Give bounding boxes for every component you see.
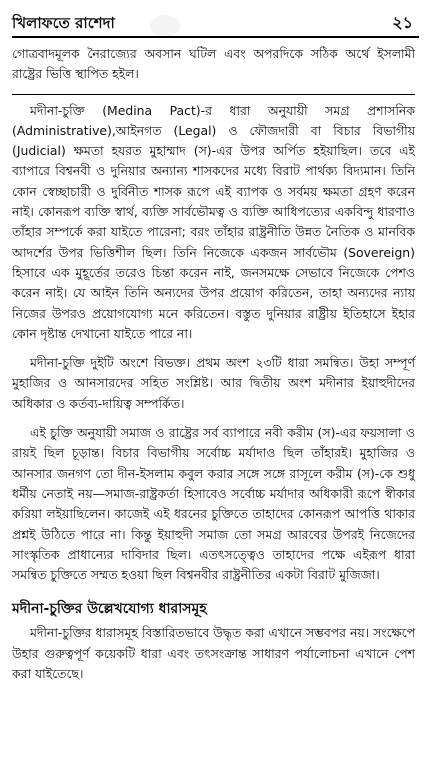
page-number: ২১ — [392, 13, 413, 32]
running-title: খিলাফতে রাশেদা — [12, 14, 115, 32]
paper-smudge — [150, 15, 180, 37]
section-heading: মদীনা-চুক্তির উল্লেখযোগ্য ধারাসমূহ — [12, 601, 207, 618]
header-rule — [12, 36, 419, 38]
paragraph-pact-authority: এই চুক্তি অনুযায়ী সমাজ ও রাষ্ট্রের সর্ব ব্যাপারে নবী করীম (স)-এর ফয়সালা ও রায়ই ছিল চূড়ান্ত। বিচার বিভাগীয় সর্বোচ্চ মর্যাদাও ছিল তাঁহারই। মুহাজির ও আনসার জনগণ তো দীন-ইসলাম কবুল করার সঙ্গে সঙ্গে রাসূলে করীম (স)-কে শুধু ধর্মীয় নেতাই নয়—সমাজ-রাষ্ট্রকর্তা হিসাবেও সর্বোচ্চ মর্যাদার অধিকারী রূপে স্বীকার করিয়া লইয়াছিলেন। কাজেই এই ধরনের চুক্তিতে তাহাদের কোনরূপ আপত্তি থাকার প্রশ্নই উঠিতে পারে না। কিন্তু ইয়াহুদী সমাজ তো সমগ্র আরবের উপরই নিজেদের সাংস্কৃতিক প্রাধান্যের দাবিদার ছিল। এতৎসত্ত্বেও তাহাদের পক্ষে এইরূপ ধারা সমন্বিত চুক্তিতে সম্মত হওয়া ছিল বিশ্বনবীর রাষ্ট্রনীতির একটা বিরাট মুজিজা। — [12, 425, 415, 583]
page-body — [12, 44, 415, 693]
paragraph-medina-pact: মদীনা-চুক্তি (Medina Pact)-র ধারা অনুযায়ী সমগ্র প্রশাসনিক (Administrative),আইনগত (Legal) ও ফৌজদারী বা বিচার বিভাগীয় (Judicial) ক্ষমতা হযরত মুহাম্মাদ (স)-এর উপর অর্পিত হইয়াছিল। তবে এই ব্যাপারে বিশ্বনবী ও দুনিয়ার অন্যান্য শাসকদের মধ্যে বিরাট পার্থক্য বিদ্যমান। তিনি কোন স্বেচ্ছাচারী ও দুর্বিনীত শাসক রূপে এই ব্যাপক ও সর্বময় ক্ষমতা গ্রহণ করেন নাই। কোনরূপ ব্যক্তি স্বার্থ, ব্যক্তি সার্বভৌমত্ব ও ব্যক্তি আধিপত্যের একবিন্দু ধারণাও তাঁহার সম্পর্কে করা যাইতে পারেনা; বরং তাঁহার রাষ্ট্রনীতি উন্নত নৈতিক ও মানবিক আদর্শের উপর ভিত্তিশীল ছিল। তিনি নিজেকে একজন সার্বভৌম (Sovereign) হিসাবে এক মুহূর্তের তরেও চিন্তা করেন নাই, জনসমক্ষে সেভাবে নিজেকে পেশও করেন নাই। যে আইন তিনি অন্যদের উপর প্রয়োগ করিতেন, তাহা অন্যদের ন্যায় নিজের উপরও প্রয়োগযোগ্য মনে করিতেন। বস্তুত দুনিয়ার রাষ্ট্রীয় ইতিহাসে ইহার কোন দৃষ্টান্ত দেখানো যাইতে পারে না। — [12, 102, 415, 341]
paragraph-pact-parts: মদীনা-চুক্তি দুইটি অংশে বিভক্ত। প্রথম অংশ ২৩টি ধারা সমন্বিত। উহা সম্পূর্ণ মুহাজির ও আনসারদের সহিত সংশ্লিষ্ট। আর দ্বিতীয় অংশ মদীনার ইয়াহুদীদের অধিকার ও কর্তব্য-দায়িত্ব সম্পর্কিত। — [12, 355, 415, 411]
paragraph-section-intro: মদীনা-চুক্তির ধারাসমূহ বিস্তারিতভাবে উদ্ধৃত করা এখানে সম্ভবপর নয়। সংক্ষেপে উহার গুরুত্বপূর্ণ কয়েকটি ধারা এবং তৎসংক্রান্ত সাধারণ পর্যালোচনা এখানে পেশ করা যাইতেছে। — [12, 625, 415, 682]
paragraph-separator — [12, 94, 415, 95]
page-header — [12, 4, 419, 38]
paragraph-intro: গোত্রবাদমূলক নৈরাজ্যের অবসান ঘটিল এবং অপরদিকে সঠিক অর্থে ইসলামী রাষ্ট্রের ভিত্তি স্থাপিত হইল। — [12, 46, 415, 82]
